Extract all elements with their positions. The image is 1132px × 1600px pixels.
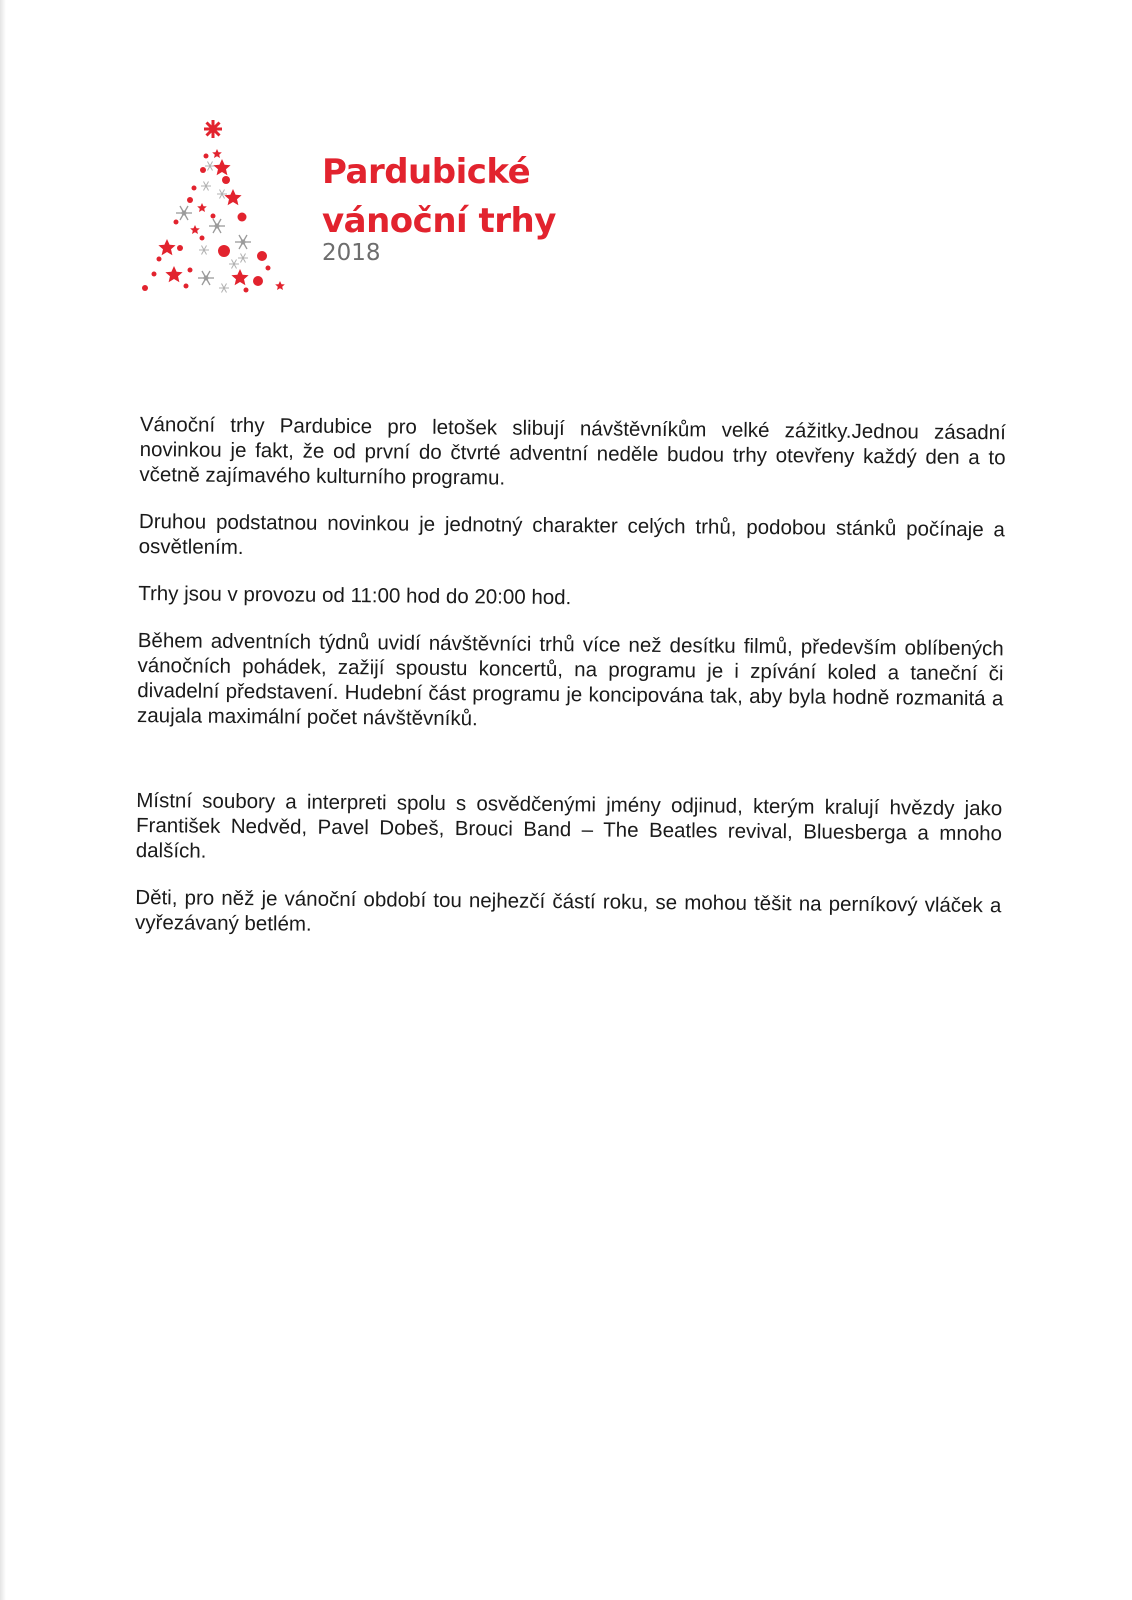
paragraph-performers: Místní soubory a interpreti spolu s osvědčenými jmény odjinud, kterým kralují hvězdy jako František Nedvěd, Pavel Dobeš, Brouci Band – The Beatles revival, Bluesberga a mnoho dalších. xyxy=(135,788,1003,863)
christmas-tree-logo-icon xyxy=(140,118,290,304)
paragraph-children: Děti, pro něž je vánoční období tou nejhezčí částí roku, se mohou těšit na perníkový vláček a vyřezávaný betlém. xyxy=(134,885,1002,936)
logo-title xyxy=(322,148,556,246)
paragraph-character: Druhou podstatnou novinkou je jednotný charakter celých trhů, podobou stánků počínaje a osvětlením. xyxy=(138,509,1006,559)
logo-title-line-1: Pardubické xyxy=(322,152,531,192)
paragraph-opening-hours: Trhy jsou v provozu od 11:00 hod do 20:00 hod. xyxy=(138,581,572,610)
logo-year: 2018 xyxy=(322,240,381,266)
paragraph-program: Během adventních týdnů uvidí návštěvníci trhů více než desítku filmů, především oblíbených vánočních pohádek, zažijí spoustu koncertů, na programu je i zpívání koled a taneční či divadelní představení. Hudební část programu je koncipována tak, aby byla hodně rozmanitá a zaujala maximální počet návštěvníků. xyxy=(136,628,1004,731)
logo-title-line-2: vánoční trhy xyxy=(322,201,556,241)
article-body xyxy=(135,412,1006,965)
page-edge-shadow xyxy=(0,0,6,1600)
paragraph-intro: Vánoční trhy Pardubice pro letošek slibují návštěvníkům velké zážitky.Jednou zásadní novinkou je fakt, že od první do čtvrté adventní neděle budou trhy otevřeny každý den a to včetně zajímavého kulturního programu. xyxy=(139,412,1006,490)
